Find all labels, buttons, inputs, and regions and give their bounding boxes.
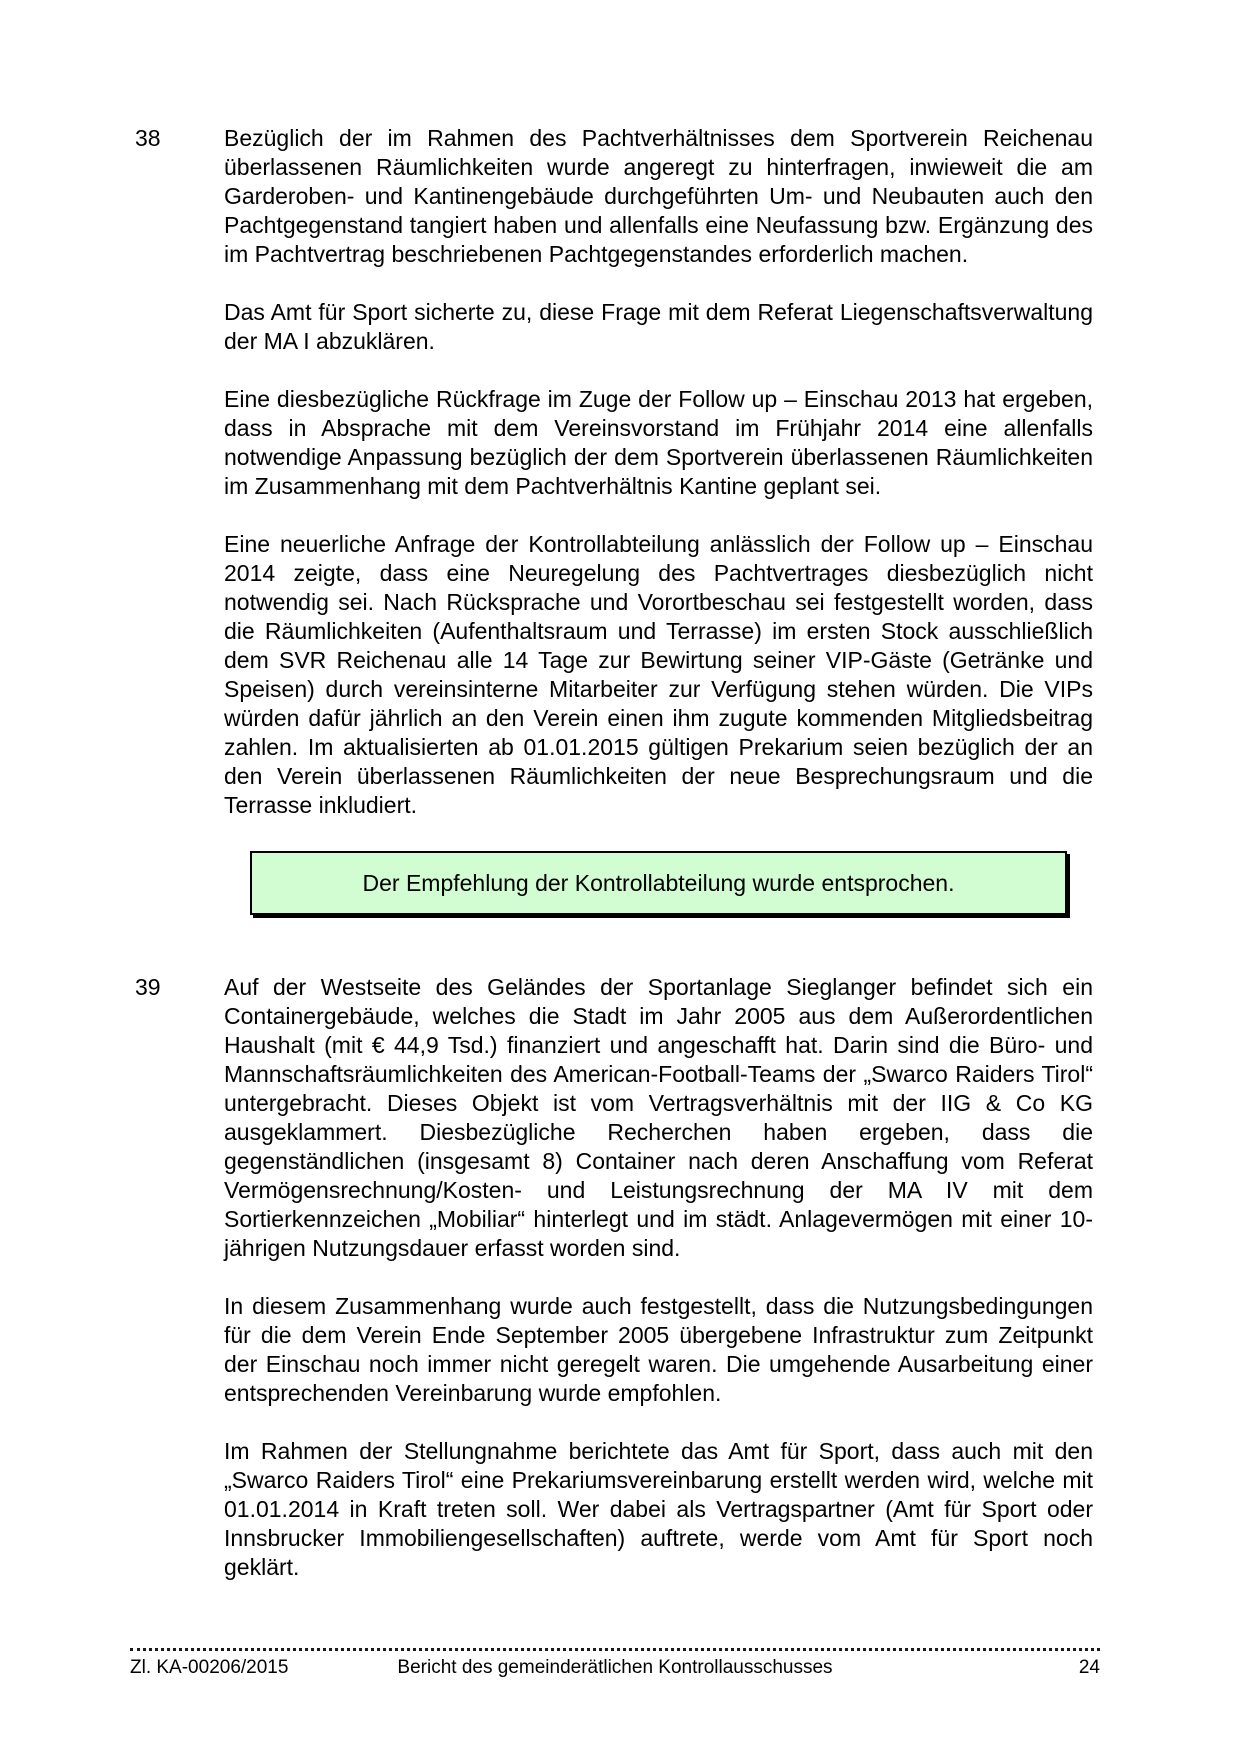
paragraph: Bezüglich der im Rahmen des Pachtverhältnisses dem Sportverein Reichenau überlassenen Räumlichkeiten wurde angeregt zu hinterfragen, inwieweit die am Garderoben- und Kantinengebäude durchgeführten Um- und Neubauten auch den Pachtgegenstand tangiert haben und allenfalls eine Neufassung bzw. Ergänzung des im Pachtvertrag beschriebenen Pachtgegenstandes erforderlich machen. (224, 125, 1093, 267)
footer-report-title: Bericht des gemeinderätlichen Kontrollausschusses (397, 1657, 833, 1678)
recommendation-callout (250, 851, 1067, 915)
paragraph: In diesem Zusammenhang wurde auch festgestellt, dass die Nutzungsbedingungen für die dem Verein Ende September 2005 übergebene Infrastruktur zum Zeitpunkt der Einschau noch immer nicht geregelt waren. Die umgehende Ausarbeitung einer entsprechenden Vereinbarung wurde empfohlen. (224, 1293, 1093, 1406)
item-body-39 (224, 973, 1093, 1582)
paragraph: Das Amt für Sport sicherte zu, diese Frage mit dem Referat Liegenschaftsverwaltung der MA I abzuklären. (224, 299, 1093, 354)
recommendation-callout-text: Der Empfehlung der Kontrollabteilung wurde entsprochen. (362, 869, 955, 896)
paragraph: Eine neuerliche Anfrage der Kontrollabteilung anlässlich der Follow up – Einschau 2014 zeigte, dass eine Neuregelung des Pachtvertrages diesbezüglich nicht notwendig sei. Nach Rücksprache und Vorortbeschau sei festgestellt worden, dass die Räumlichkeiten (Aufenthaltsraum und Terrasse) im ersten Stock ausschließlich dem SVR Reichenau alle 14 Tage zur Bewirtung seiner VIP-Gäste (Getränke und Speisen) durch vereinsinterne Mitarbeiter zur Verfügung stehen würden. Die VIPs würden dafür jährlich an den Verein einen ihm zugute kommenden Mitgliedsbeitrag zahlen. Im aktualisierten ab 01.01.2015 gültigen Prekarium seien bezüglich der an den Verein überlassenen Räumlichkeiten der neue Besprechungsraum und die Terrasse inkludiert. (224, 531, 1093, 818)
paragraph: Im Rahmen der Stellungnahme berichtete das Amt für Sport, dass auch mit den „Swarco Raiders Tirol“ eine Prekariumsvereinbarung erstellt werden wird, welche mit 01.01.2014 in Kraft treten soll. Wer dabei als Vertragspartner (Amt für Sport oder Innsbrucker Immobiliengesellschaften) auftrete, werde vom Amt für Sport noch geklärt. (224, 1438, 1093, 1580)
item-number-39: 39 (135, 974, 161, 1000)
page-footer (130, 1648, 1100, 1679)
item-body-38 (224, 124, 1093, 917)
report-item-39 (135, 973, 1093, 1582)
report-item-38 (135, 124, 1093, 917)
paragraph: Eine diesbezügliche Rückfrage im Zuge der Follow up – Einschau 2013 hat ergeben, dass in Absprache mit dem Vereinsvorstand im Frühjahr 2014 eine allenfalls notwendige Anpassung bezüglich der dem Sportverein überlassenen Räumlichkeiten im Zusammenhang mit dem Pachtverhältnis Kantine geplant sei. (224, 386, 1093, 499)
footer-page-number: 24 (1078, 1657, 1100, 1678)
footer-divider (130, 1648, 1100, 1651)
page-content (135, 124, 1093, 1582)
paragraph: Auf der Westseite des Geländes der Sportanlage Sieglanger befindet sich ein Containergebäude, welches die Stadt im Jahr 2005 aus dem Außerordentlichen Haushalt (mit € 44,9 Tsd.) finanziert und angeschafft hat. Darin sind die Büro- und Mannschaftsräumlichkeiten des American-Football-Teams der „Swarco Raiders Tirol“ untergebracht. Dieses Objekt ist vom Vertragsverhältnis mit der IIG & Co KG ausgeklammert. Diesbezügliche Recherchen haben ergeben, dass die gegenständlichen (insgesamt 8) Container nach deren Anschaffung vom Referat Vermögensrechnung/Kosten- und Leistungsrechnung der MA IV mit dem Sortierkennzeichen „Mobiliar“ hinterlegt und im städt. Anlagevermögen mit einer 10-jährigen Nutzungsdauer erfasst worden sind. (224, 974, 1093, 1261)
footer-document-reference: Zl. KA-00206/2015 (130, 1657, 289, 1678)
footer-row (130, 1656, 1100, 1679)
item-number-38: 38 (135, 125, 161, 151)
